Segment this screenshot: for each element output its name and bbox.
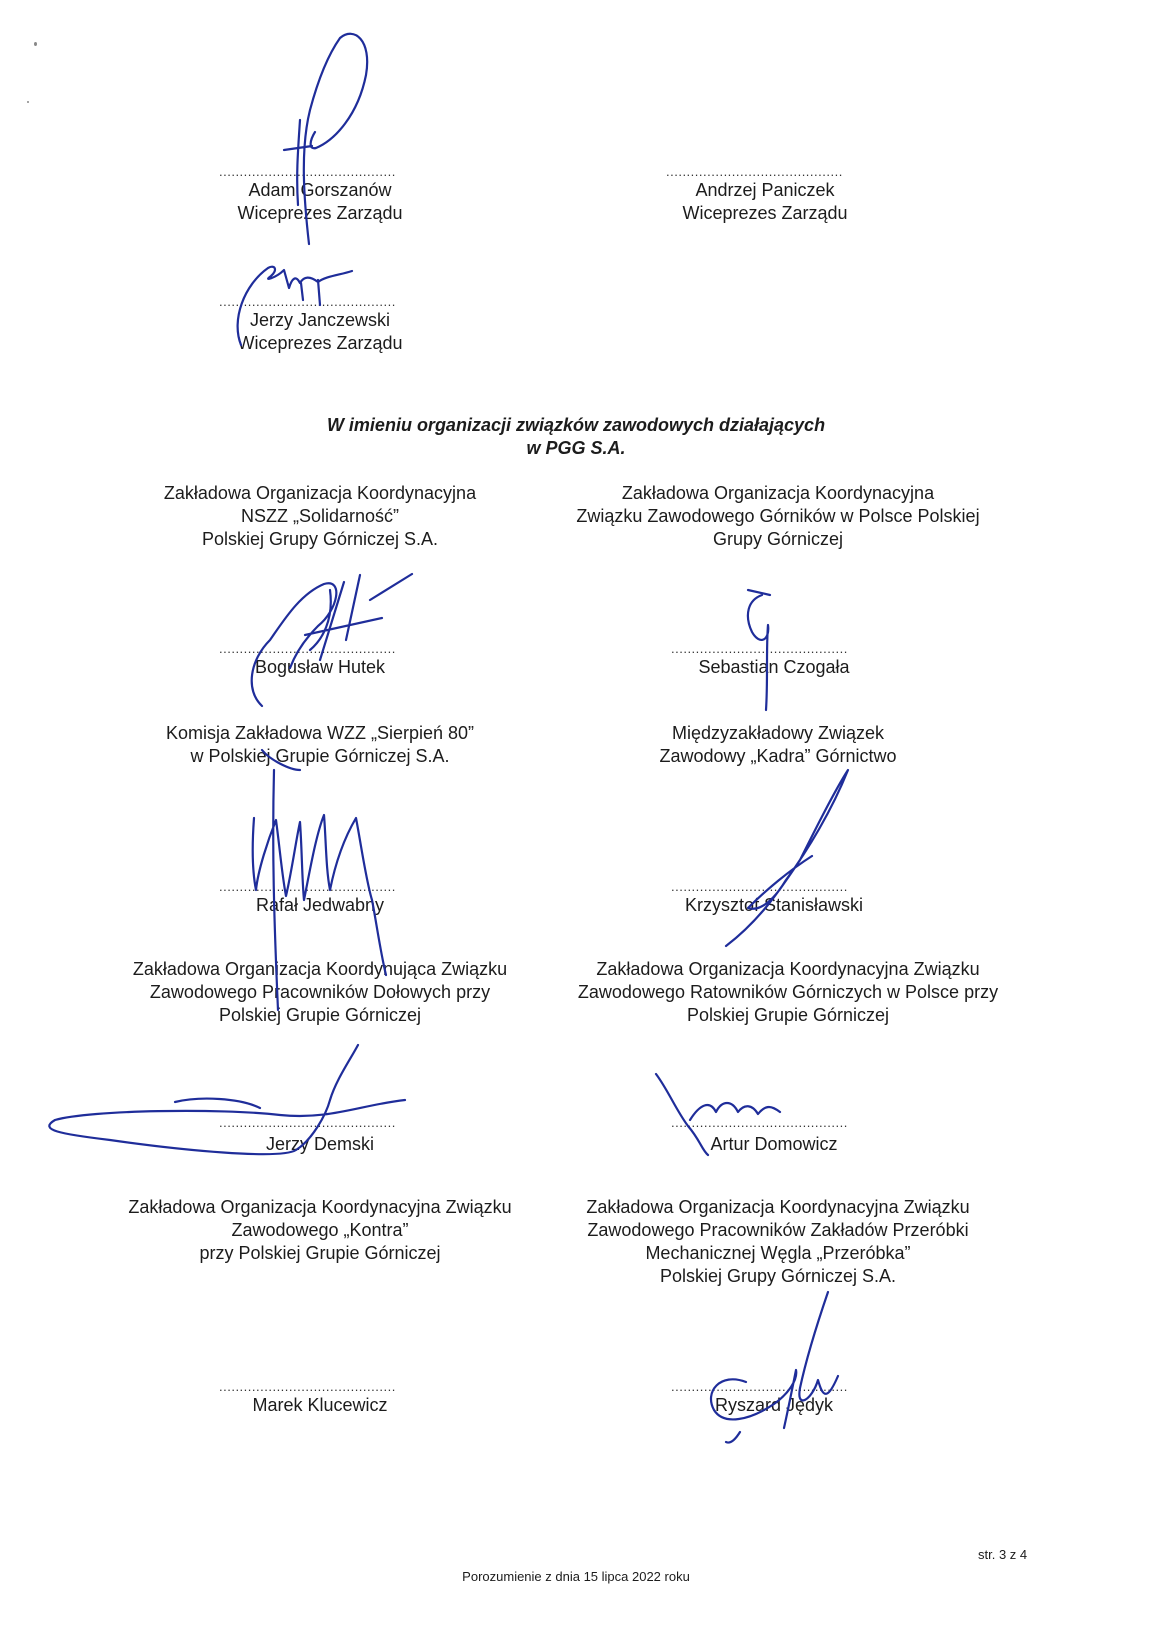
org-line: NSZZ „Solidarność” <box>240 506 400 526</box>
org-line: Mechanicznej Węgla „Przeróbka” <box>645 1243 911 1263</box>
org-line: Związku Zawodowego Górników w Polsce Polskiej <box>576 506 980 526</box>
signatory-name: Marek Klucewicz <box>252 1395 388 1415</box>
signature-line: ........................................... <box>219 1115 396 1130</box>
signature-line: ........................................... <box>219 294 396 309</box>
union-org-dolowych <box>80 958 560 1027</box>
union-org-solidarnosc <box>80 482 560 551</box>
org-line: Polskiej Grupy Górniczej S.A. <box>201 529 439 549</box>
org-line: przy Polskiej Grupie Górniczej <box>199 1243 441 1263</box>
org-line: Zawodowego Ratowników Górniczych w Polsce przy <box>577 982 999 1002</box>
signatory-name: Jerzy Demski <box>265 1134 374 1154</box>
signatory-janczewski <box>170 309 470 355</box>
document-footer: Porozumienie z dnia 15 lipca 2022 roku <box>462 1569 690 1584</box>
signatory-gorszanow <box>170 179 470 225</box>
signature-stanislawski <box>726 770 848 946</box>
signatory-role: Wiceprezes Zarządu <box>237 333 403 353</box>
paper-speck <box>27 101 29 103</box>
union-org-kontra <box>80 1196 560 1265</box>
signature-line: ........................................... <box>219 641 396 656</box>
org-line: Komisja Zakładowa WZZ „Sierpień 80” <box>165 723 475 743</box>
org-line: Polskiej Grupy Górniczej S.A. <box>659 1266 897 1286</box>
paper-speck <box>34 42 37 46</box>
union-section-heading <box>0 414 1152 460</box>
org-line: Zawodowego „Kontra” <box>231 1220 409 1240</box>
org-line: Zakładowa Organizacja Koordynująca Związku <box>132 959 508 979</box>
org-line: Zakładowa Organizacja Koordynacyjna Związku <box>586 1197 970 1217</box>
signatory-name: Artur Domowicz <box>710 1134 838 1154</box>
signature-hutek <box>252 574 412 706</box>
heading-line: w PGG S.A. <box>526 438 626 458</box>
org-line: Grupy Górniczej <box>712 529 844 549</box>
signature-line: ........................................... <box>671 1115 848 1130</box>
org-line: Zakładowa Organizacja Koordynacyjna <box>621 483 935 503</box>
signatory-name: Andrzej Paniczek <box>695 180 835 200</box>
signatory-name: Krzysztof Stanisławski <box>684 895 864 915</box>
org-line: Zakładowa Organizacja Koordynacyjna Związku <box>596 959 980 979</box>
signatory-role: Wiceprezes Zarządu <box>237 203 403 223</box>
signatory-name: Jerzy Janczewski <box>249 310 391 330</box>
signatory-role: Wiceprezes Zarządu <box>682 203 848 223</box>
union-org-ratownikow <box>548 958 1028 1027</box>
signatory-paniczek <box>615 179 915 225</box>
signature-line: ........................................... <box>219 879 396 894</box>
org-line: Zawodowego Pracowników Dołowych przy <box>149 982 491 1002</box>
signature-line: ........................................... <box>219 1379 396 1394</box>
union-org-sierpien <box>80 722 560 768</box>
signature-line: ........................................... <box>671 641 848 656</box>
signatory-name: Sebastian Czogała <box>698 657 850 677</box>
union-org-przerobka <box>538 1196 1018 1288</box>
page-number: str. 3 z 4 <box>978 1547 1028 1562</box>
signatory-name: Bogusław Hutek <box>254 657 386 677</box>
org-line: w Polskiej Grupie Górniczej S.A. <box>190 746 450 766</box>
org-line: Zawodowy „Kadra” Górnictwo <box>659 746 897 766</box>
org-line: Zakładowa Organizacja Koordynacyjna Związku <box>128 1197 512 1217</box>
org-line: Polskiej Grupie Górniczej <box>686 1005 890 1025</box>
org-line: Międzyzakładowy Związek <box>671 723 885 743</box>
signatory-name: Adam Gorszanów <box>248 180 392 200</box>
heading-line: W imieniu organizacji związków zawodowych działających <box>326 415 826 435</box>
signature-line: ........................................... <box>671 879 848 894</box>
org-line: Zawodowego Pracowników Zakładów Przeróbki <box>587 1220 969 1240</box>
union-org-zzgwp <box>538 482 1018 551</box>
signature-jedyk <box>711 1292 838 1443</box>
signature-line: ........................................... <box>671 1379 848 1394</box>
union-org-kadra <box>538 722 1018 768</box>
org-line: Zakładowa Organizacja Koordynacyjna <box>163 483 477 503</box>
org-line: Polskiej Grupie Górniczej <box>218 1005 422 1025</box>
signature-line: ........................................... <box>219 164 396 179</box>
signatory-name: Ryszard Jędyk <box>714 1395 834 1415</box>
signatory-name: Rafał Jedwabny <box>255 895 385 915</box>
signature-line: ........................................... <box>666 164 843 179</box>
